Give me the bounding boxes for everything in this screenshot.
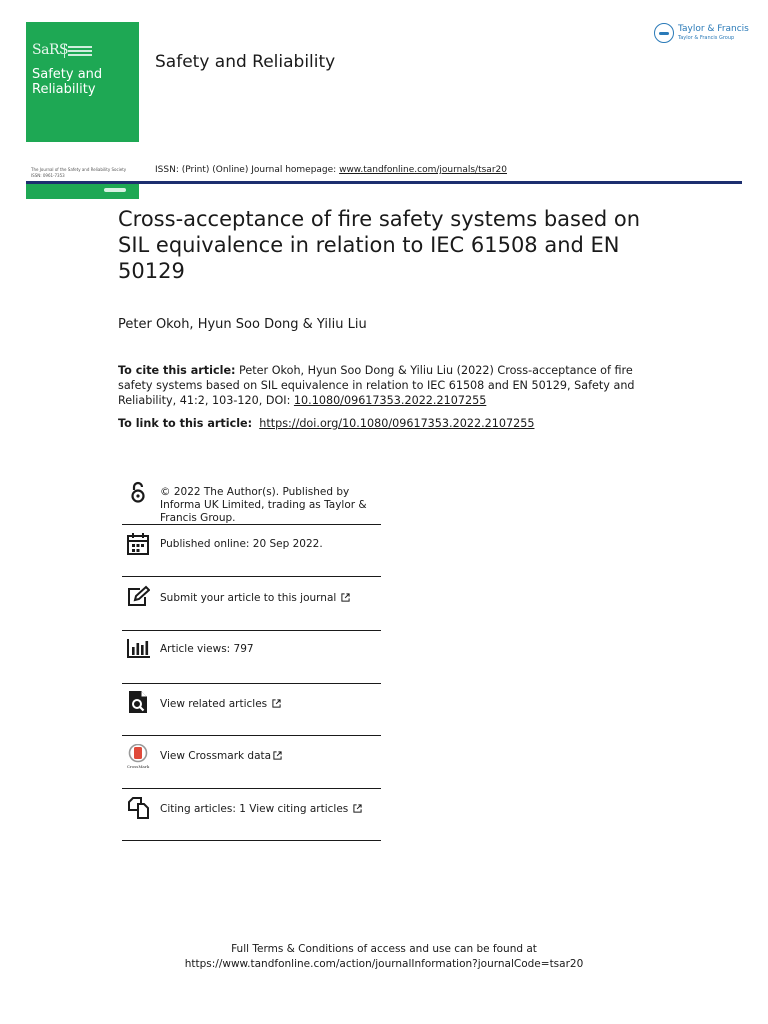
external-link-icon [272, 699, 281, 708]
row-divider [122, 524, 381, 525]
cover-green-band [26, 182, 139, 199]
row-divider [122, 788, 381, 789]
taylor-francis-logo[interactable] [654, 23, 754, 47]
header-rule [26, 181, 742, 184]
article-views: Article views: 797 [160, 643, 254, 655]
cite-doi-link[interactable]: 10.1080/09617353.2022.2107255 [293, 394, 487, 407]
tf-logo-icon [654, 23, 674, 43]
footer-terms [0, 942, 768, 972]
cover-title-line2: Reliability [32, 82, 96, 97]
sars-logo-lines [64, 44, 97, 58]
external-link-icon [341, 593, 350, 602]
citing-articles-link[interactable] [160, 803, 385, 816]
crossmark-label: CrossMark [126, 764, 150, 769]
row-divider [122, 630, 381, 631]
citation-block [118, 363, 638, 408]
external-link-icon [353, 804, 362, 813]
sars-logo: SaRS [32, 42, 69, 58]
cover-title [32, 67, 102, 97]
crossmark-text: View Crossmark data [160, 750, 272, 762]
crossmark-icon [126, 744, 150, 768]
submit-article-link[interactable] [160, 592, 385, 605]
journal-name: Safety and Reliability [155, 52, 336, 72]
submit-article-text: Submit your article to this journal [160, 592, 337, 604]
crossmark-badge-icon [126, 744, 150, 764]
row-divider [122, 840, 381, 841]
issn-prefix: ISSN: (Print) (Online) Journal homepage: [155, 165, 340, 175]
crossmark-link[interactable] [160, 750, 385, 763]
external-link-icon [273, 751, 282, 760]
open-access-icon [126, 480, 150, 504]
article-title: Cross-acceptance of fire safety systems based on SIL equivalence in relation to IEC 61508 and EN 50129 [118, 207, 641, 283]
cite-text: Peter Okoh, Hyun Soo Dong & Yiliu Liu (2022) Cross-acceptance of fire safety systems based on SIL equivalence in relation to IEC 61508 and EN 50129, Safety and Reliability, 41:2, 103-120, DOI: [118, 364, 635, 407]
citing-articles-text: Citing articles: 1 View citing articles [160, 803, 349, 815]
row-divider [122, 576, 381, 577]
open-access-text: © 2022 The Author(s). Published by Informa UK Limited, trading as Taylor & Francis Group. [160, 486, 367, 524]
related-articles-link[interactable] [160, 698, 385, 711]
related-articles-text: View related articles [160, 698, 268, 710]
link-label: To link to this article: [118, 417, 253, 430]
bar-chart-icon [126, 636, 150, 660]
citing-documents-icon [126, 796, 150, 820]
cover-publisher-mark [104, 188, 126, 192]
cover-title-line1: Safety and [32, 67, 103, 82]
edit-icon [126, 585, 150, 609]
row-divider [122, 735, 381, 736]
article-link-line [118, 417, 534, 430]
article-doi-link[interactable]: https://doi.org/10.1080/09617353.2022.2107255 [259, 417, 535, 430]
cite-label: To cite this article: [118, 364, 236, 377]
footer-terms-url[interactable]: https://www.tandfonline.com/action/journalInformation?journalCode=tsar20 [184, 958, 584, 970]
cover-issn: ISSN: 0961-7353 [31, 173, 65, 178]
journal-homepage-link[interactable]: www.tandfonline.com/journals/tsar20 [339, 165, 507, 175]
row-divider [122, 683, 381, 684]
published-date: Published online: 20 Sep 2022. [160, 538, 323, 550]
journal-cover [26, 22, 139, 177]
tf-logo-name: Taylor & Francis [678, 24, 749, 34]
issn-line [155, 165, 507, 175]
cover-subtitle: The Journal of the Safety and Reliability Society [31, 167, 127, 172]
tf-logo-subname: Taylor & Francis Group [678, 35, 735, 41]
calendar-icon [126, 532, 150, 556]
footer-terms-line1: Full Terms & Conditions of access and use can be found at [231, 943, 537, 955]
document-search-icon [126, 690, 150, 714]
article-authors: Peter Okoh, Hyun Soo Dong & Yiliu Liu [118, 317, 367, 332]
